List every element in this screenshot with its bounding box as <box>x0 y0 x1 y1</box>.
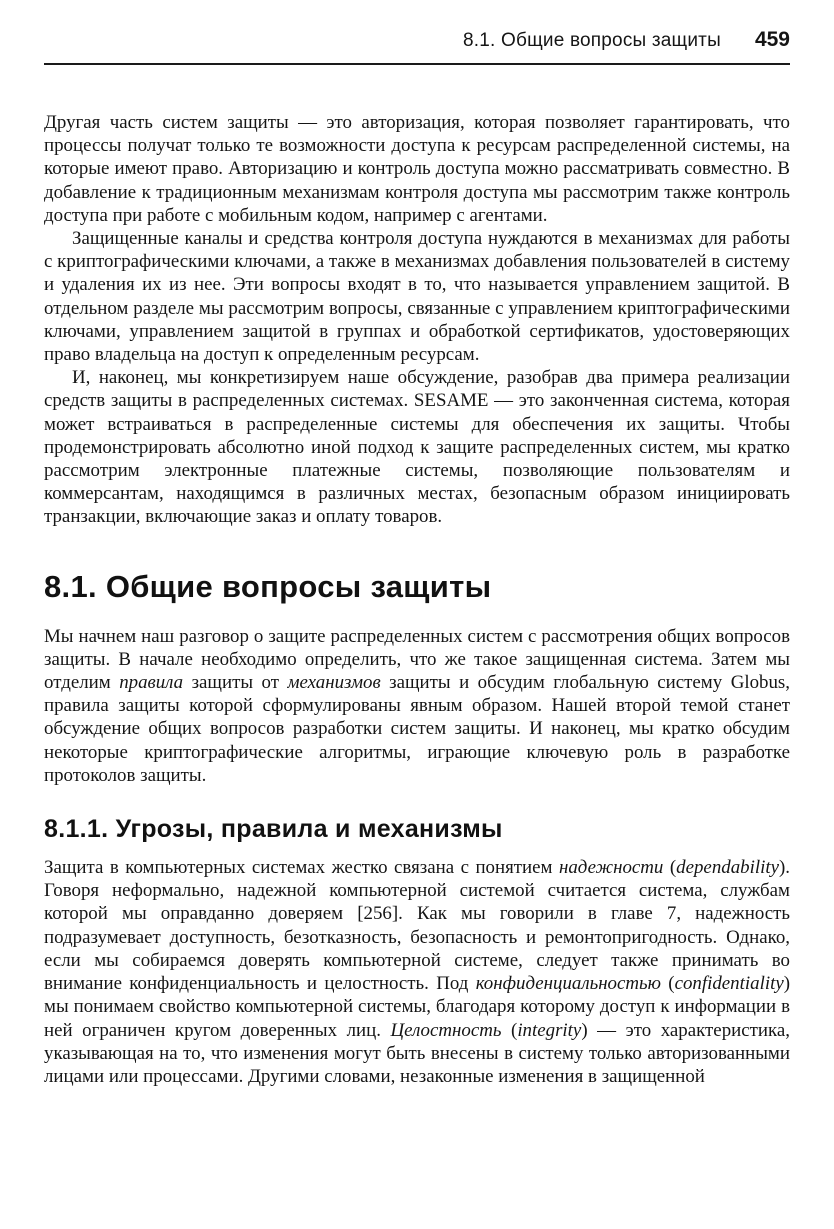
section-heading: 8.1. Общие вопросы защиты <box>44 568 492 604</box>
text-run: ( <box>501 1019 518 1041</box>
intro-paragraph-1: Другая часть систем защиты — это авторизация, которая позволяет гарантировать, что процессы получат только те возможности доступа к ресурсам распределенной системы, на которые имеют право. Авторизацию и контроль доступа можно рассматривать совместно. В добавление к традиционным механизмам контроля доступа мы рассмотрим также контроль доступа при работе с мобильным кодом, например с агентами. <box>44 112 790 226</box>
text-run: защиты от <box>183 672 288 694</box>
italic-term-confidentiality: confidentiality <box>674 973 784 995</box>
page-body <box>44 111 790 1088</box>
italic-term-integrity: integrity <box>517 1019 582 1041</box>
italic-term-mechanisms: механизмов <box>287 672 381 694</box>
section-paragraph-1 <box>44 625 790 787</box>
header-rule <box>44 63 790 65</box>
text-run: ( <box>663 857 677 879</box>
text-run: ) мы понимаем свойство компьютерной системы, благодаря которому доступ к информации в ней ограничен кругом доверенных лиц. <box>44 973 790 1041</box>
subsection-paragraph-1 <box>44 856 790 1088</box>
text-run: Защита в компьютерных системах жестко связана с понятием <box>44 857 559 879</box>
text-run: ). Говоря неформально, надежной компьютерной системой считается система, службам которой мы оправданно доверяем [256]. Как мы говорили в главе 7, надежность подразумевает доступность, безотказность, безопасность и ремонтопригодность. Однако, если мы собираемся доверять компьютерной системе, следует также принимать во внимание конфиденциальность и целостность. Под <box>44 857 790 995</box>
intro-paragraph-3: И, наконец, мы конкретизируем наше обсуждение, разобрав два примера реализации средств защиты в распределенных системах. SESAME — это законченная система, которая может встраиваться в распределенные системы для обеспечения их защиты. Чтобы продемонстрировать абсолютно иной подход к защите распределенных систем, мы кратко рассмотрим электронные платежные системы, позволяющие пользователям и коммерсантам, находящимся в различных местах, безопасным образом инициировать транзакции, включающие заказ и оплату товаров. <box>44 367 790 528</box>
italic-term-rules: правила <box>119 672 184 694</box>
text-run: ) — это характеристика, указывающая на то, что изменения могут быть внесены в систему только авторизованными лицами или процессами. Другими словами, незаконные изменения в защищенной <box>44 1019 790 1087</box>
italic-term-integrity-ru: Целостность <box>390 1019 502 1041</box>
running-title: 8.1. Общие вопросы защиты <box>463 30 721 51</box>
page-number: 459 <box>754 28 790 51</box>
intro-paragraph-2: Защищенные каналы и средства контроля доступа нуждаются в механизмах для работы с криптографическими ключами, а также в механизмах добавления пользователей в систему и удаления их из нее. Эти вопросы входят в то, что называется управлением защитой. В отдельном разделе мы рассмотрим вопросы, связанные с управлением криптографическими ключами, управлением защитой в группах и обработкой сертификатов, удостоверяющих право владельца на доступ к определенным ресурсам. <box>44 228 790 366</box>
italic-term-dependability: dependability <box>676 857 779 879</box>
text-run: Мы начнем наш разговор о защите распределенных систем с рассмотрения общих вопросов защиты. В начале необходимо определить, что же такое защищенная система. Затем мы отделим <box>44 625 790 694</box>
italic-term-confidentiality-ru: конфиденциальностью <box>475 973 661 995</box>
text-run: защиты и обсудим глобальную систему Globus, правила защиты которой сформулированы явным образом. Нашей второй темой станет обсуждение общих вопросов разработки систем защиты. И наконец, мы кратко обсудим некоторые криптографические алгоритмы, играющие ключевую роль в разработке протоколов защиты. <box>44 672 790 786</box>
subsection-heading: 8.1.1. Угрозы, правила и механизмы <box>44 815 503 844</box>
italic-term-reliability: надежности <box>558 857 664 879</box>
text-run: ( <box>660 973 675 995</box>
running-header <box>44 28 790 52</box>
